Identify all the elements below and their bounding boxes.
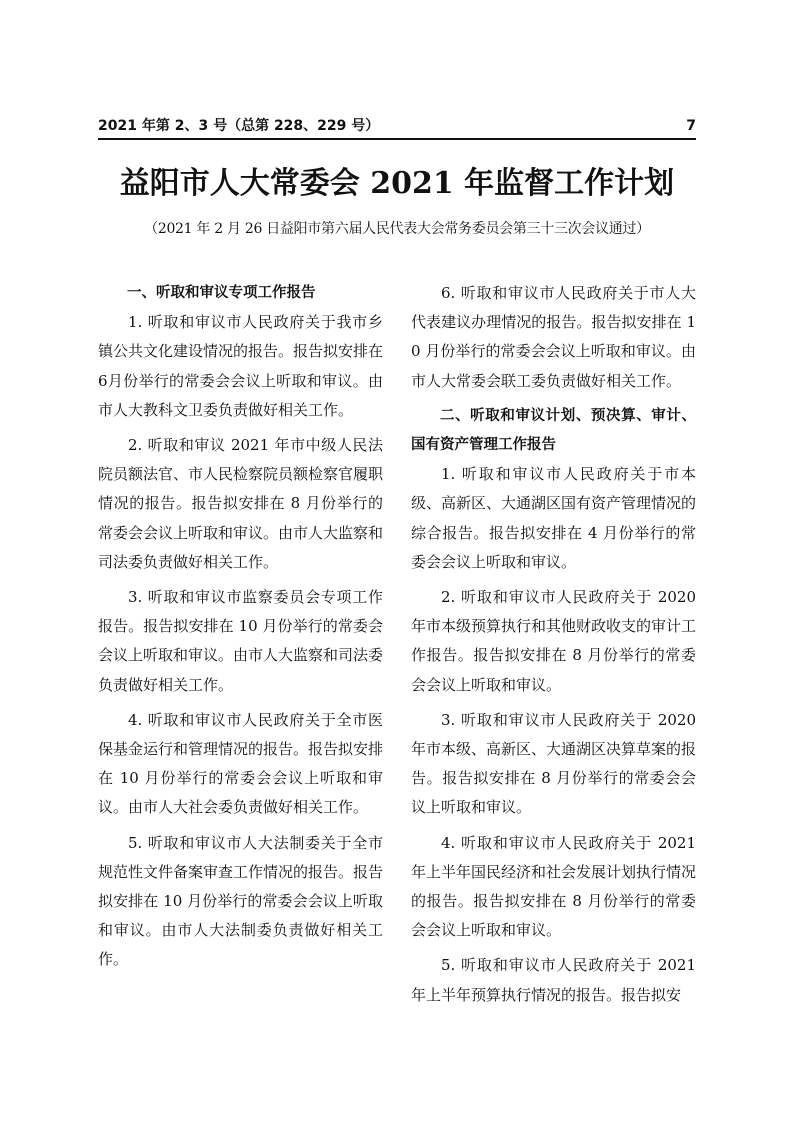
header-rule [98, 138, 696, 140]
left-column [98, 279, 383, 981]
list-item: 1. 听取和审议市人民政府关于市本级、高新区、大通湖区国有资产管理情况的综合报告。报告拟安排在 4 月份举行的常委会会议上听取和审议。 [411, 465, 697, 571]
list-item: 6. 听取和审议市人民政府关于市人大代表建议办理情况的报告。报告拟安排在 10 月份举行的常委会会议上听取和审议。由市人大常委会联工委负责做好相关工作。 [411, 284, 696, 390]
document-title: 益阳市人大常委会 2021 年监督工作计划 [119, 166, 675, 201]
right-column [411, 279, 696, 1016]
running-header [98, 116, 696, 136]
issue-number: 2021 年第 2、3 号（总第 228、229 号） [98, 118, 380, 134]
list-item: 3. 听取和审议市人民政府关于 2020 年市本级、高新区、大通湖区决算草案的报告。报告拟安排在 8 月份举行的常委会会议上听取和审议。 [411, 710, 697, 817]
section-heading: 一、听取和审议专项工作报告 [127, 285, 316, 301]
list-item: 2. 听取和审议 2021 年市中级人民法院员额法官、市人民检察院员额检察官履职情况的报告。报告拟安排在 8 月份举行的常委会会议上听取和审议。由市人大监察和司法委负责做好相关工作。 [98, 436, 384, 571]
list-item: 1. 听取和审议市人民政府关于我市乡镇公共文化建设情况的报告。报告拟安排在6月份举行的常委会会议上听取和审议。由市人大教科文卫委负责做好相关工作。 [98, 313, 384, 419]
list-item: 4. 听取和审议市人民政府关于全市医保基金运行和管理情况的报告。报告拟安排在 10 月份举行的常委会会议上听取和审议。由市人大社会委负责做好相关工作。 [98, 710, 384, 817]
page-number: 7 [686, 118, 696, 134]
document-subtitle: （2021 年 2 月 26 日益阳市第六届人民代表大会常务委员会第三十三次会议通过） [144, 221, 650, 237]
list-item: 4. 听取和审议市人民政府关于 2021 年上半年国民经济和社会发展计划执行情况的报告。报告拟安排在 8 月份举行的常委会会议上听取和审议。 [411, 833, 697, 940]
list-item: 2. 听取和审议市人民政府关于 2020 年市本级预算执行和其他财政收支的审计工作报告。报告拟安排在 8 月份举行的常委会会议上听取和审议。 [411, 588, 697, 694]
list-item: 3. 听取和审议市监察委员会专项工作报告。报告拟安排在 10 月份举行的常委会会议上听取和审议。由市人大监察和司法委负责做好相关工作。 [98, 588, 384, 694]
list-item: 5. 听取和审议市人大法制委关于全市规范性文件备案审查工作情况的报告。报告拟安排在 10 月份举行的常委会会议上听取和审议。由市人大法制委负责做好相关工作。 [98, 833, 384, 969]
section-heading: 二、听取和审议计划、预决算、审计、国有资产管理工作报告 [411, 407, 696, 454]
list-item: 5. 听取和审议市人民政府关于 2021 年上半年预算执行情况的报告。报告拟安 [411, 956, 696, 1004]
